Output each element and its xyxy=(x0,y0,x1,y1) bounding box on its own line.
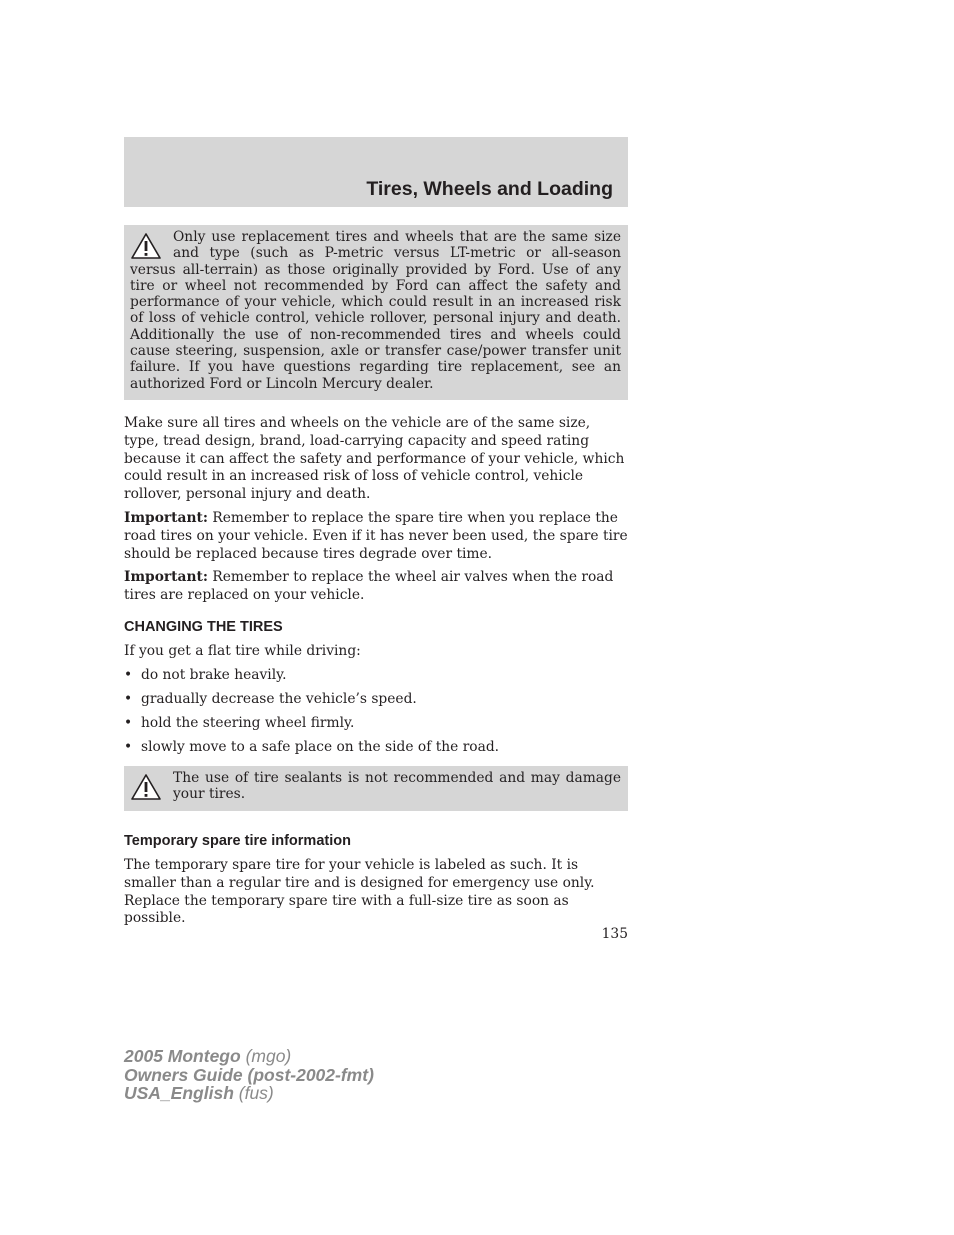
page-number: 135 xyxy=(601,926,628,942)
important-valves-text: Remember to replace the wheel air valves when the road tires are replaced on your vehicle. xyxy=(124,569,614,604)
warning-triangle-icon xyxy=(130,232,162,260)
important-label: Important: xyxy=(124,569,208,586)
flat-tire-list xyxy=(124,667,499,763)
important-valves-paragraph xyxy=(124,569,628,605)
important-spare-paragraph xyxy=(124,510,628,563)
spare-tire-paragraph: The temporary spare tire for your vehicle is labeled as such. It is smaller than a regular tire and is designed for emergency use only. Replace the temporary spare tire with a full-size tire as soon as possible. xyxy=(124,857,595,927)
list-item: • gradually decrease the vehicle’s speed. xyxy=(124,691,417,707)
intro-section xyxy=(124,415,628,611)
spare-tire-heading: Temporary spare tire information xyxy=(124,833,351,849)
bullet: • xyxy=(124,667,133,683)
flat-tire-lead: If you get a flat tire while driving: xyxy=(124,643,361,659)
document-footer xyxy=(124,1047,374,1103)
list-item: • slowly move to a safe place on the side of the road. xyxy=(124,739,500,755)
bullet: • xyxy=(124,739,133,755)
section-title: Tires, Wheels and Loading xyxy=(366,178,613,200)
warning-text: Only use replacement tires and wheels that are the same size and type (such as P-metric versus LT-metric or all-season versus all-terrain) as those originally provided by Ford. Use of any tire or wheel not recommended by Ford can affect the safety and performance of your vehicle, which could result in an increased risk of loss of vehicle control, vehicle rollover, personal injury and death. Additionally the use of non-recommended tires and wheels could cause steering, suspension, axle or transfer case/power transfer unit failure. If you have questions regarding tire replacement, see an authorized Ford or Lincoln Mercury dealer. xyxy=(130,229,621,392)
bullet: • xyxy=(124,691,133,707)
list-item: • hold the steering wheel firmly. xyxy=(124,715,355,731)
footer-line-language: USA_English (fus) xyxy=(124,1083,274,1103)
list-item: • do not brake heavily. xyxy=(124,667,287,683)
important-label: Important: xyxy=(124,509,208,526)
intro-paragraph: Make sure all tires and wheels on the vehicle are of the same size, type, tread design, brand, load-carrying capacity and speed rating because it can affect the safety and performance of your vehicle, which could result in an increased risk of loss of vehicle control, vehicle rollover, personal injury and death. xyxy=(124,415,625,503)
warning-box-tires xyxy=(124,225,628,400)
warning-text: The use of tire sealants is not recommended and may damage your tires. xyxy=(173,770,621,803)
warning-triangle-icon xyxy=(130,773,162,801)
section-header xyxy=(124,137,628,207)
changing-tires-heading: CHANGING THE TIRES xyxy=(124,619,283,635)
bullet: • xyxy=(124,715,133,731)
footer-line-model: 2005 Montego (mgo) xyxy=(124,1046,292,1066)
important-spare-text: Remember to replace the spare tire when you replace the road tires on your vehicle. Even if it has never been used, the spare tire should be replaced because tires degrade over time. xyxy=(124,509,628,562)
warning-box-sealants xyxy=(124,766,628,811)
footer-line-guide: Owners Guide (post-2002-fmt) xyxy=(124,1064,374,1085)
